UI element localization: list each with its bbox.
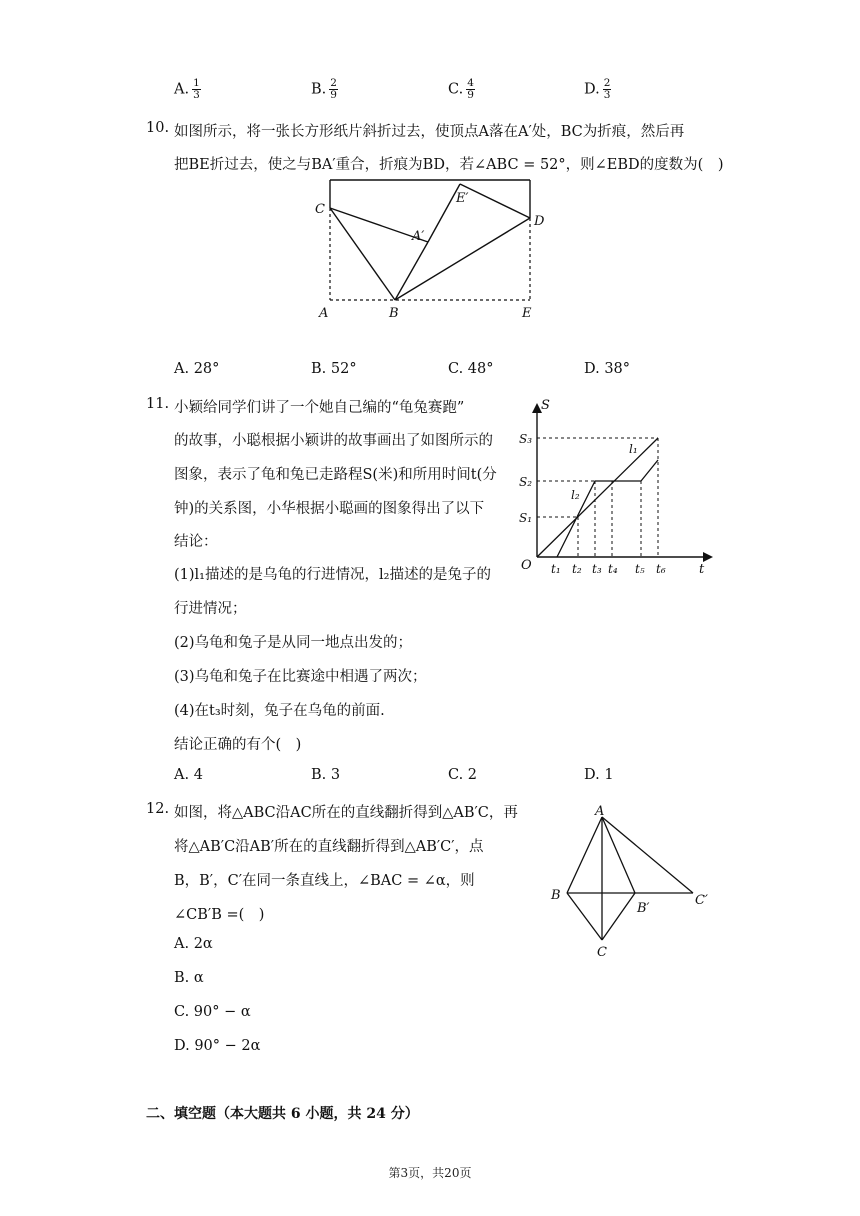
denominator: 9 — [330, 89, 337, 102]
question-text-line: (4)在t₃时刻，兔子在乌龟的前面. — [174, 703, 385, 719]
section-heading: 二、填空题（本大题共 6 小题，共 24 分） — [146, 1106, 419, 1122]
q10-option-d: D. 38° — [584, 361, 631, 377]
label-l1: l₁ — [629, 442, 638, 456]
label-t3: t₃ — [592, 562, 602, 576]
label-t6: t₆ — [656, 562, 666, 576]
label-s3: S₃ — [519, 432, 533, 446]
q9-options — [174, 78, 674, 106]
label-t2: t₂ — [572, 562, 582, 576]
label-c-prime: C′ — [695, 893, 708, 908]
triangle-fold-figure — [545, 800, 720, 960]
q10-option-a: A. 28° — [174, 361, 220, 377]
q12-option-b: B. α — [174, 970, 204, 986]
race-distance-time-graph — [515, 393, 720, 583]
label-a: A — [595, 804, 605, 819]
label-l2: l₂ — [571, 488, 580, 502]
question-text-line: 把BE折过去，使之与BA′重合，折痕为BD，若∠ABC = 52°，则∠EBD的度数为( ) — [174, 157, 724, 173]
label-b: B — [551, 888, 561, 903]
question-text-line: 钟)的关系图，小华根据小聪画的图象得出了以下 — [174, 501, 485, 517]
question-text-line: (2)乌龟和兔子是从同一地点出发的； — [174, 635, 413, 651]
numerator: 1 — [193, 77, 200, 89]
question-text-line: B，B′，C′在同一条直线上，∠BAC = ∠α，则 — [174, 873, 475, 889]
q12-option-a: A. 2α — [174, 936, 213, 952]
axis-label-t: t — [699, 562, 705, 577]
fraction — [329, 78, 338, 101]
label-t4: t₄ — [608, 562, 618, 576]
question-text-line: 结论正确的有个( ) — [174, 737, 302, 753]
option-letter: D. — [584, 81, 600, 98]
q11-option-b: B. 3 — [311, 767, 341, 783]
label-t1: t₁ — [551, 562, 561, 576]
label-c: C — [315, 202, 325, 217]
label-s2: S₂ — [519, 475, 533, 489]
q9-option-a — [174, 78, 201, 101]
q10-option-c: C. 48° — [448, 361, 494, 377]
label-a: A — [319, 306, 329, 321]
option-letter: B. — [311, 81, 327, 98]
q12-option-c: C. 90° − α — [174, 1004, 251, 1020]
question-text-line: 如图所示，将一张长方形纸片斜折过去，使顶点A落在A′处，BC为折痕，然后再 — [174, 124, 685, 140]
axis-label-s: S — [541, 398, 550, 413]
label-t5: t₅ — [635, 562, 645, 576]
label-c: C — [597, 945, 607, 960]
q9-option-c — [448, 78, 475, 101]
label-s1: S₁ — [519, 511, 533, 525]
numerator: 4 — [467, 77, 474, 89]
fraction — [603, 78, 612, 101]
fraction — [192, 78, 201, 101]
question-text-line: 结论： — [174, 534, 218, 550]
question-number: 10. — [146, 120, 170, 136]
question-text-line: (1)l₁描述的是乌龟的行进情况，l₂描述的是兔子的 — [174, 567, 491, 583]
question-number: 12. — [146, 801, 170, 817]
fraction — [466, 78, 475, 101]
q11-option-a: A. 4 — [174, 767, 203, 783]
q9-option-b — [311, 78, 338, 101]
numerator: 2 — [330, 77, 337, 89]
option-letter: A. — [174, 81, 190, 98]
question-text-line: ∠CB′B =( ) — [174, 907, 265, 923]
q12-option-d: D. 90° − 2α — [174, 1038, 261, 1054]
label-e-prime: E′ — [456, 191, 469, 206]
question-number: 11. — [146, 396, 170, 412]
question-text-line: 图象，表示了龟和兔已走路程S(米)和所用时间t(分 — [174, 467, 497, 483]
origin-label: O — [521, 558, 532, 573]
option-letter: C. — [448, 81, 464, 98]
label-a-prime: A′ — [412, 229, 425, 244]
denominator: 3 — [193, 89, 200, 102]
q10-option-b: B. 52° — [311, 361, 357, 377]
denominator: 3 — [603, 89, 611, 102]
question-text-line: (3)乌龟和兔子在比赛途中相遇了两次； — [174, 669, 427, 685]
page-footer: 第3页，共20页 — [388, 1166, 472, 1180]
fold-rectangle-figure — [310, 170, 550, 325]
denominator: 9 — [467, 89, 474, 102]
question-text-line: 小颖给同学们讲了一个她自己编的“龟兔赛跑” — [174, 400, 465, 416]
q11-options — [174, 767, 674, 789]
question-text-line: 如图，将△ABC沿AC所在的直线翻折得到△AB′C，再 — [174, 805, 518, 821]
label-d: D — [534, 214, 545, 229]
q9-option-d — [584, 78, 611, 101]
question-text-line: 行进情况； — [174, 601, 247, 617]
question-text-line: 的故事，小聪根据小颖讲的故事画出了如图所示的 — [174, 433, 493, 449]
question-text-line: 将△AB′C沿AB′所在的直线翻折得到△AB′C′，点 — [174, 839, 484, 855]
q11-option-d: D. 1 — [584, 767, 614, 783]
label-b: B — [389, 306, 399, 321]
q10-options — [174, 361, 674, 383]
label-b-prime: B′ — [637, 901, 650, 916]
numerator: 2 — [603, 77, 611, 89]
label-e: E — [522, 306, 532, 321]
q11-option-c: C. 2 — [448, 767, 478, 783]
